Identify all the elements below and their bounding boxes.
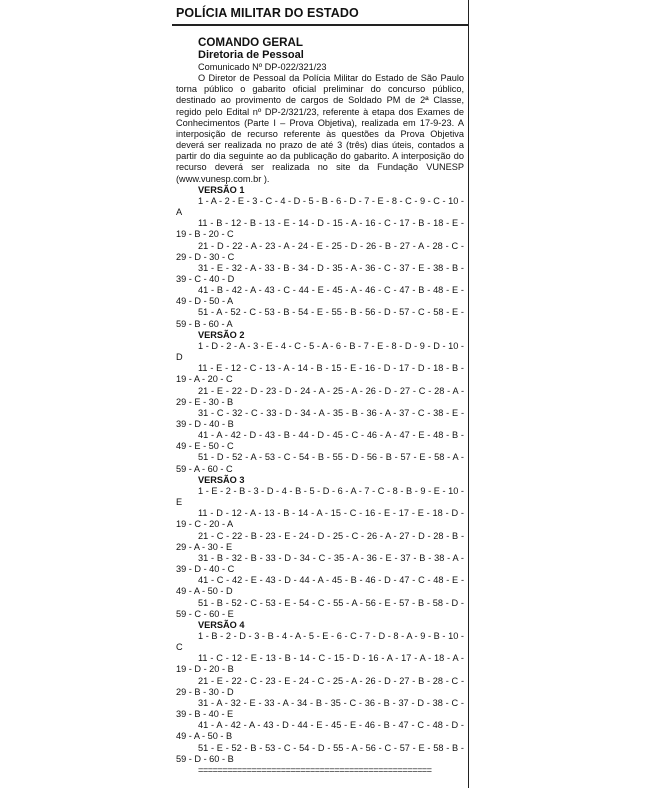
end-rule: ================================================ bbox=[198, 764, 432, 775]
department-title: Diretoria de Pessoal bbox=[198, 49, 304, 61]
answer-line: 11 - C - 12 - E - 13 - B - 14 - C - 15 - D - 16 - A - 17 - A - 18 - A - 19 - D - 20 - B bbox=[176, 653, 464, 675]
answer-line: 51 - D - 52 - A - 53 - C - 54 - B - 55 - D - 56 - B - 57 - E - 58 - A - 59 - A - 60 - C bbox=[176, 452, 464, 474]
answer-line: 31 - E - 32 - A - 33 - B - 34 - D - 35 - A - 36 - C - 37 - E - 38 - B - 39 - C - 40 - D bbox=[176, 262, 464, 284]
notice-paragraph: O Diretor de Pessoal da Polícia Militar do Estado de São Paulo torna público o gabarito oficial preliminar do concurso público, destinado ao provimento de cargos de Soldado PM de 2ª Classe, regido pelo Edital nº DP-2/321/23, referente à etapa dos Exames de Conhecimentos (Parte I – Prova Objetiva), realizada em 17-9-23. A interposição de recurso referente às questões da Prova Objetiva deverá ser realizada no prazo de até 3 (três) dias úteis, contados a partir do dia seguinte ao da publicação do gabarito. A interposição do recurso deverá ser realizada no site da Fundação VUNESP (www.vunesp.com.br ). bbox=[176, 73, 464, 184]
answer-line: 1 - B - 2 - D - 3 - B - 4 - A - 5 - E - 6 - C - 7 - D - 8 - A - 9 - B - 10 - C bbox=[176, 630, 464, 653]
answer-line: 1 - D - 2 - A - 3 - E - 4 - C - 5 - A - 6 - B - 7 - E - 8 - D - 9 - D - 10 - D bbox=[176, 340, 464, 363]
answer-line: 41 - A - 42 - D - 43 - B - 44 - D - 45 - C - 46 - A - 47 - E - 48 - B - 49 - E - 50 - C bbox=[176, 430, 464, 452]
answer-line: 31 - C - 32 - C - 33 - D - 34 - A - 35 - B - 36 - A - 37 - C - 38 - E - 39 - D - 40 - B bbox=[176, 407, 464, 429]
answer-line: 51 - A - 52 - C - 53 - B - 54 - E - 55 - B - 56 - D - 57 - C - 58 - E - 59 - B - 60 - A bbox=[176, 307, 464, 329]
version-1 bbox=[176, 185, 464, 330]
notice-body bbox=[176, 36, 464, 776]
answer-line: 51 - B - 52 - C - 53 - E - 54 - C - 55 - A - 56 - E - 57 - B - 58 - D - 59 - C - 60 - E bbox=[176, 597, 464, 619]
news-column bbox=[172, 0, 468, 788]
answer-line: 21 - C - 22 - B - 23 - E - 24 - D - 25 - C - 26 - A - 27 - D - 28 - B - 29 - A - 30 - E bbox=[176, 530, 464, 552]
organization-title: COMANDO GERAL bbox=[198, 36, 303, 49]
version-title: VERSÃO 1 bbox=[198, 184, 245, 195]
answer-line: 1 - E - 2 - B - 3 - D - 4 - B - 5 - D - 6 - A - 7 - C - 8 - B - 9 - E - 10 - E bbox=[176, 485, 464, 508]
answer-line: 21 - D - 22 - A - 23 - A - 24 - E - 25 - D - 26 - B - 27 - A - 28 - C - 29 - D - 30 - C bbox=[176, 240, 464, 262]
answer-line: 31 - B - 32 - B - 33 - D - 34 - C - 35 - A - 36 - E - 37 - B - 38 - A - 39 - D - 40 - C bbox=[176, 552, 464, 575]
answer-line: 11 - E - 12 - C - 13 - A - 14 - B - 15 - E - 16 - D - 17 - D - 18 - B - 19 - A - 20 - C bbox=[176, 363, 464, 385]
answer-line: 41 - C - 42 - E - 43 - D - 44 - A - 45 - B - 46 - D - 47 - C - 48 - E - 49 - A - 50 - D bbox=[176, 575, 464, 597]
answer-line: 51 - E - 52 - B - 53 - C - 54 - D - 55 - A - 56 - C - 57 - E - 58 - B - 59 - D - 60 - B bbox=[176, 742, 464, 764]
version-3 bbox=[176, 475, 464, 620]
section-header: POLÍCIA MILITAR DO ESTADO bbox=[176, 6, 359, 20]
column-border bbox=[468, 0, 469, 788]
answer-line: 31 - A - 32 - E - 33 - A - 34 - B - 35 - C - 36 - B - 37 - D - 38 - C - 39 - B - 40 - E bbox=[176, 697, 464, 720]
comunicado-number: Comunicado Nº DP-022/321/23 bbox=[198, 62, 327, 72]
answer-line: 41 - B - 42 - A - 43 - C - 44 - E - 45 - A - 46 - C - 47 - B - 48 - E - 49 - D - 50 - A bbox=[176, 285, 464, 307]
answer-line: 21 - E - 22 - C - 23 - E - 24 - C - 25 - A - 26 - D - 27 - B - 28 - C - 29 - B - 30 - D bbox=[176, 675, 464, 697]
answer-line: 11 - B - 12 - B - 13 - E - 14 - D - 15 - A - 16 - C - 17 - B - 18 - E - 19 - B - 20 - C bbox=[176, 218, 464, 240]
answer-line: 41 - A - 42 - A - 43 - D - 44 - E - 45 - E - 46 - B - 47 - C - 48 - D - 49 - A - 50 - B bbox=[176, 720, 464, 742]
answer-line: 11 - D - 12 - A - 13 - B - 14 - A - 15 - C - 16 - E - 17 - E - 18 - D - 19 - C - 20 - A bbox=[176, 508, 464, 530]
version-2 bbox=[176, 330, 464, 475]
version-title: VERSÃO 4 bbox=[198, 619, 245, 630]
answer-line: 21 - E - 22 - D - 23 - D - 24 - A - 25 - A - 26 - D - 27 - C - 28 - A - 29 - E - 30 - B bbox=[176, 385, 464, 407]
version-4 bbox=[176, 620, 464, 765]
section-rule bbox=[172, 24, 468, 26]
version-title: VERSÃO 2 bbox=[198, 329, 245, 340]
answer-line: 1 - A - 2 - E - 3 - C - 4 - D - 5 - B - 6 - D - 7 - E - 8 - C - 9 - C - 10 - A bbox=[176, 195, 464, 218]
version-title: VERSÃO 3 bbox=[198, 474, 245, 485]
